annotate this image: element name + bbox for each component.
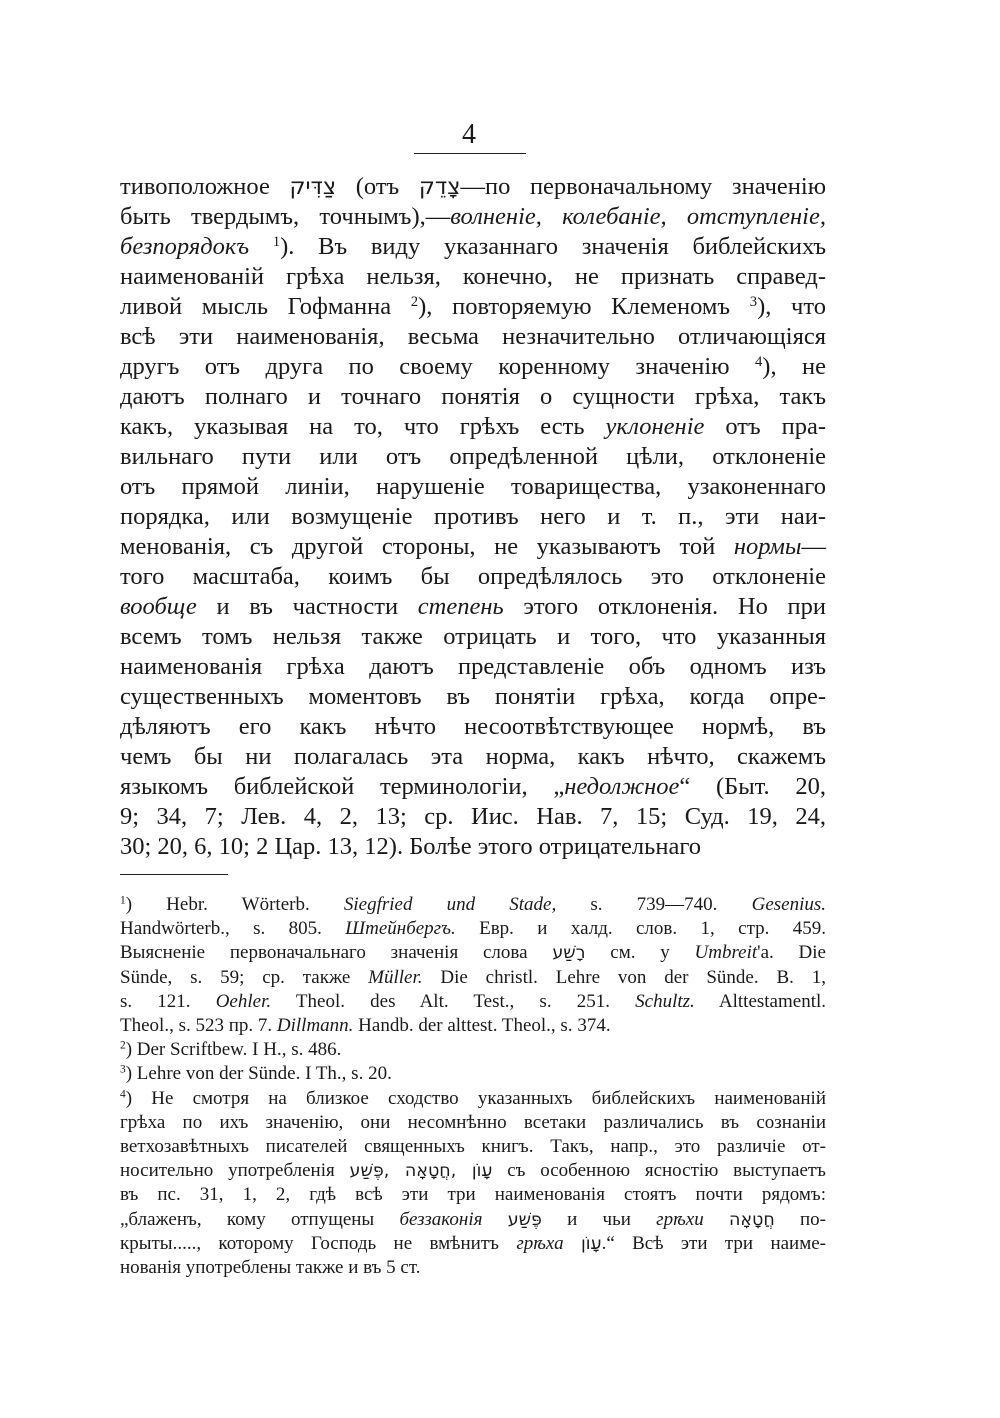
hebrew-word: פֶּשַׁע [507,1209,542,1230]
text-segment: — [801,533,826,560]
hebrew-word: צָדֵק [418,174,461,200]
body-line [120,742,826,772]
footnote-ref: 3 [749,293,758,310]
footnote-ref: 1 [272,233,281,250]
text-segment: какъ, указывая на то, что грѣхъ есть [120,413,606,440]
text-segment: ) Der Scriftbew. I H., s. 486. [125,1039,342,1061]
text-segment: языкомъ библейской терминологіи, „ [120,773,565,800]
text-segment: тивоположное [120,173,290,200]
text-segment: ). Въ виду указаннаго значенія библейскихъ [280,233,826,260]
text-segment: Sünde, s. 59; ср. также [120,966,369,988]
text-segment: даютъ полнаго и точнаго понятія о сущности грѣха, такъ [120,383,826,410]
text-segment: и въ частности [196,593,418,620]
footnote-line [120,1062,826,1086]
text-segment: s. 121. [120,990,216,1012]
body-line [120,802,826,832]
text-segment: ), повторяемую Клеменомъ [418,293,750,320]
text-segment [249,233,273,260]
footnotes [120,893,826,1280]
text-segment: менованія, съ другой стороны, не указываютъ той [120,533,734,560]
text-segment: всѣ эти наименованія, весьма незначительно отличающіяся [120,323,826,350]
footnote-line [120,941,826,965]
text-segment: ) Lehre von der Sünde. I Th., s. 20. [125,1063,392,1085]
italic-text: беззаконія [399,1208,483,1230]
text-segment: Alttestamentl. [694,990,826,1012]
footnote-line [120,990,826,1014]
text-segment: ), не [762,353,826,380]
body-line [120,172,826,202]
footnote-line [120,1087,826,1111]
body-line [120,382,826,412]
text-segment: существенныхъ моментовъ въ понятіи грѣха, когда опре- [120,683,826,710]
body-line [120,202,826,232]
main-text [120,172,826,862]
footnote-line [120,1111,826,1135]
text-segment: Handwörterb., s. 805. [120,918,346,940]
text-segment: отъ прямой линіи, нарушеніе товарищества, узаконеннаго [120,473,826,500]
body-line [120,832,826,862]
text-segment: см. у [585,942,695,964]
text-segment: того масштаба, коимъ бы опредѣлялось это отклоненіе [120,563,826,590]
hebrew-word: עָוֹן ,חֲטָאָה ,פֶּשַׁע [349,1161,493,1182]
text-segment [482,1209,507,1230]
text-segment: (отъ [336,173,419,200]
italic-text: грѣха [516,1232,564,1254]
footnote-3 [120,1062,826,1086]
body-line [120,442,826,472]
body-line [120,472,826,502]
text-segment: этого отклоненія. Но при [503,593,826,620]
italic-text: Schultz. [635,990,695,1012]
header-rule [414,153,526,154]
body-line [120,322,826,352]
text-segment: 'а. Die [757,942,826,964]
footnote-4 [120,1087,826,1281]
text-segment: всемъ томъ нельзя также отрицать и того, что указанныя [120,623,826,650]
text-segment: грѣха по ихъ значенію, они несомнѣнно всетаки различались въ сознаніи [120,1111,826,1133]
text-segment: крыты....., которому Господь не вмѣнитъ [120,1232,517,1254]
body-line [120,502,826,532]
italic-text: Umbreit [694,942,758,964]
body-line [120,622,826,652]
body-line [120,292,826,322]
body-line [120,232,826,262]
footnote-line [120,1208,826,1232]
text-segment: Выясненіе первоначальнаго значенія слова [120,942,553,964]
footnote-line [120,1256,826,1280]
text-segment [704,1209,729,1230]
text-segment: s. 739—740. [556,894,752,915]
text-segment: Евр. и халд. слов. 1, стр. 459. [455,918,826,940]
footnote-line [120,966,826,990]
text-segment: и чьи [541,1208,657,1230]
text-segment: быть твердымъ, точнымъ),— [120,203,451,230]
text-segment: съ особенною ясностію выступаетъ [492,1160,827,1182]
text-segment: 9; 34, 7; Лев. 4, 2, 13; ср. Иис. Нав. 7, 15; Суд. 19, 24, [120,803,826,830]
text-segment [564,1233,581,1254]
italic-text: Oehler. [215,990,272,1012]
text-segment: наименованія грѣха даютъ представленіе объ одномъ изъ [120,653,826,680]
footnote-line [120,1135,826,1159]
text-segment: .“ Всѣ эти три наиме- [601,1232,826,1254]
body-line [120,262,826,292]
text-segment: нованія употреблены также и въ 5 ст. [120,1257,421,1279]
text-segment: чемъ бы ни полагалась эта норма, какъ нѣчто, скажемъ [120,743,826,770]
text-segment: „блаженъ, кому отпущены [120,1208,400,1230]
italic-text: Müller. [368,966,423,988]
body-line [120,682,826,712]
body-line [120,592,826,622]
hebrew-word: צַדִּיק [289,174,337,200]
italic-text: недолжное [564,773,680,800]
italic-text: вообще [120,593,197,620]
text-segment: —по первоначальному значенію [460,173,827,200]
body-line [120,352,826,382]
hebrew-word: עָוֹן [580,1233,602,1254]
footnote-line [120,917,826,941]
footnote-2 [120,1038,826,1062]
text-segment: отъ пра- [704,413,826,440]
footnote-ref: 3 [120,1064,126,1077]
italic-text: уклоненіе [605,413,705,440]
text-segment: “ (Быт. 20, [679,773,826,800]
text-segment: порядка, или возмущеніе противъ него и т. п., эти наи- [120,503,826,530]
text-segment: въ пс. 31, 1, 2, гдѣ всѣ эти три наименованія стоятъ почти рядомъ: [120,1184,826,1206]
text-segment: носительно употребленія [120,1160,350,1182]
hebrew-word: חֲטָאָה [728,1209,775,1230]
footnote-line [120,1014,826,1038]
footnote-ref: 4 [120,1088,126,1101]
text-segment: ) Hebr. Wörterb. [125,894,344,915]
text-segment: ) Не смотря на близкое сходство указанныхъ библейскихъ наименованій [125,1087,826,1109]
body-line [120,532,826,562]
italic-text: степень [417,593,504,620]
text-segment: Die christl. Lehre von der Sünde. B. 1, [422,966,826,988]
text-segment: по- [774,1208,827,1230]
italic-text: грѣхи [656,1208,704,1230]
footnote-1 [120,893,826,1038]
body-line [120,712,826,742]
text-segment: 30; 20, 6, 10; 2 Цар. 13, 12). Болѣе этого отрицательнаго [120,833,702,860]
text-segment: вильнаго пути или отъ опредѣленной цѣли, отклоненіе [120,443,826,470]
footnote-ref: 2 [120,1039,126,1052]
body-line [120,412,826,442]
footnote-separator [120,874,228,875]
text-segment: ), что [757,293,826,320]
text-segment: другъ отъ друга по своему коренному значенію [120,353,755,380]
italic-text: волненіе, колебаніе, отступленіе, [450,203,826,230]
body-line [120,652,826,682]
text-segment: наименованій грѣха нельзя, конечно, не признать справед- [120,263,826,290]
footnote-line [120,1232,826,1256]
italic-text: безпорядокъ [120,233,250,260]
footnote-line [120,1183,826,1207]
footnote-ref: 2 [410,293,419,310]
italic-text: Gesenius. [751,894,826,915]
hebrew-word: רָשַׁע [552,943,586,964]
text-segment: Theol. des Alt. Test., s. 251. [271,990,636,1012]
text-segment: ливой мысль Гофманна [120,293,411,320]
footnote-line [120,1159,826,1183]
footnote-ref: 4 [754,353,763,370]
body-line [120,562,826,592]
text-segment: ветхозавѣтныхъ писателей священныхъ книгъ. Такъ, напр., это различіе от- [120,1136,826,1158]
footnote-line [120,1038,826,1062]
footnote-line [120,893,826,917]
italic-text: Dillmann. [276,1015,354,1037]
italic-text: Штейнбергъ. [345,918,456,940]
text-segment: дѣляютъ его какъ нѣчто несоотвѣтствующее нормѣ, въ [120,713,826,740]
italic-text: нормы [733,533,802,560]
text-segment: Handb. der alttest. Theol., s. 374. [353,1015,611,1037]
page-number: 4 [462,119,476,150]
body-line [120,772,826,802]
footnote-ref: 1 [120,894,126,907]
italic-text: Siegfried und Stade, [343,894,557,915]
text-segment: Theol., s. 523 пр. 7. [120,1015,277,1037]
